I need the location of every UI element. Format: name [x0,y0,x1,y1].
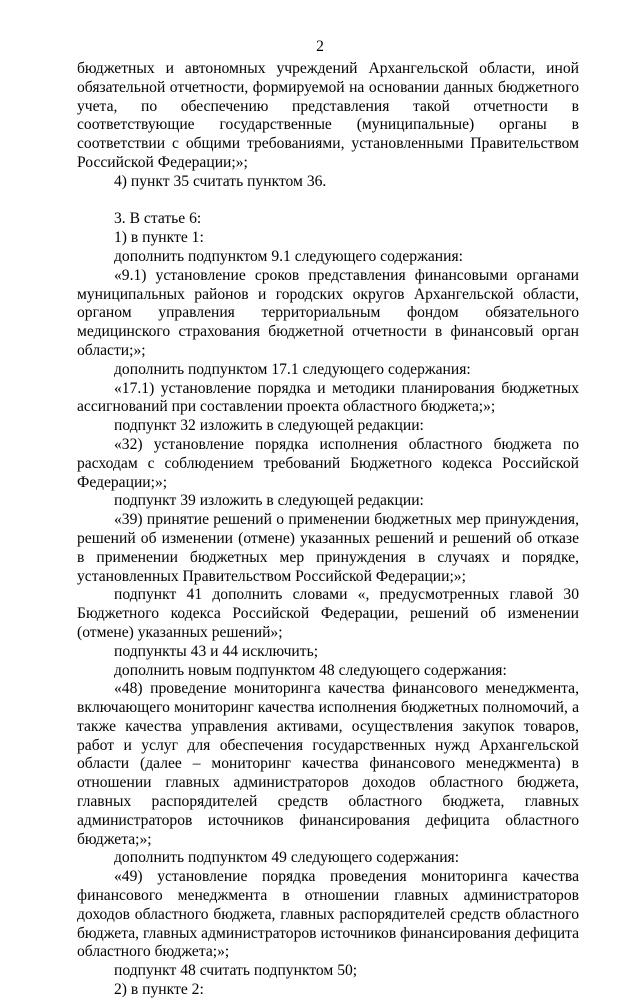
paragraph: «17.1) установление порядка и методики планирования бюджетных ассигнований при составлении проекта областного бюджета;»; [77,379,579,416]
paragraph: дополнить подпунктом 17.1 следующего содержания: [114,360,471,378]
page-number: 2 [316,38,324,55]
paragraph: «49) установление порядка проведения мониторинга качества финансового менеджмента в отношении главных администраторов доходов областного бюджета, главных распорядителей средств областного бюджета, главных администраторов источников финансирования дефицита областного бюджета;»; [77,868,579,961]
paragraph: 2) в пункте 2: [114,981,204,999]
paragraph: подпункт 32 изложить в следующей редакции: [114,417,424,435]
paragraph: «48) проведение мониторинга качества финансового менеджмента, включающего мониторинг качества исполнения бюджетных полномочий, а также качества управления активами, осуществления закупок товаров, работ и услуг для обеспечения государственных нужд Архангельской области (далее – мониторинг качества финансового менеджмента) в отношении главных администраторов доходов областного бюджета, главных распорядителей средств областного бюджета, главных администраторов источников финансирования дефицита областного бюджета;»; [77,680,579,848]
paragraph: подпункты 43 и 44 исключить; [114,642,319,660]
paragraph: подпункт 39 изложить в следующей редакции: [114,492,424,510]
paragraph: дополнить подпунктом 9.1 следующего содержания: [114,247,463,265]
paragraph: дополнить новым подпунктом 48 следующего содержания: [114,661,507,679]
paragraph: 3. В статье 6: [114,210,202,228]
paragraph: дополнить подпунктом 49 следующего содержания: [114,849,460,867]
paragraph: «39) принятие решений о применении бюджетных мер принуждения, решений об изменении (отмене) указанных решений и решений об отказе в применении бюджетных мер принуждения в случаях и порядке, установленных Правительством Российской Федерации;»; [77,511,579,585]
blank-line [77,192,579,211]
paragraph: бюджетных и автономных учреждений Архангельской области, иной обязательной отчетности, формируемой на основании данных бюджетного учета, по обеспечению представления такой отчетности в соответствующие государственные (муниципальные) органы в соответствии с общими требованиями, установленными Правительством Российской Федерации;»; [77,60,579,171]
paragraph: «32) установление порядка исполнения областного бюджета по расходам с соблюдением требований Бюджетного кодекса Российской Федерации;»; [77,435,579,491]
paragraph: подпункт 41 дополнить словами «, предусмотренных главой 30 Бюджетного кодекса Российской Федерации, решений об изменении (отмене) указанных решений»; [77,586,579,641]
paragraph: 1) в пункте 1: [114,229,204,247]
paragraph: 4) пункт 35 считать пунктом 36. [114,172,327,190]
document-body [77,60,579,1000]
paragraph: «9.1) установление сроков представления финансовыми органами муниципальных районов и городских округов Архангельской области, органом управления территориальным фондом обязательного медицинского страхования бюджетной отчетности в финансовый орган области;»; [77,266,579,359]
paragraph: подпункт 48 считать подпунктом 50; [114,962,358,980]
